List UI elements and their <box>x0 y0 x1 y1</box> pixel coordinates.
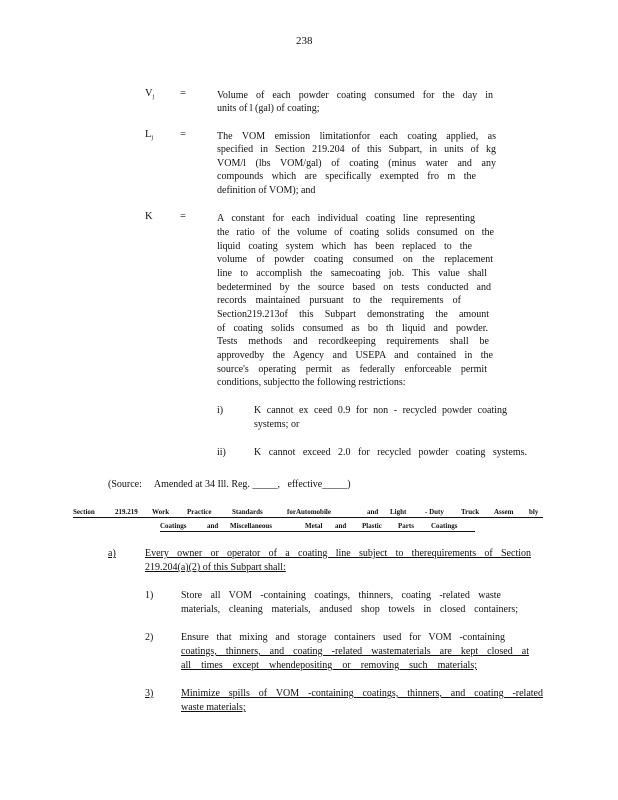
definition-text-line: volume of powder coating consumed on the replacement <box>217 254 493 265</box>
definition-text-line: VOM/l (lbs VOM/gal) of coating (minus water and any <box>217 158 496 169</box>
definition-text-line: source's operating permit as federally enforceable permit <box>217 364 487 375</box>
definition-text-line: Volume of each powder coating consumed for the day in <box>217 90 493 101</box>
heading-word: Practice <box>187 508 212 516</box>
heading-word: Truck <box>461 508 480 516</box>
definition-text-line: of coating solids consumed as bo th liquid and powder. <box>217 323 488 334</box>
definition-text-line: liquid coating system which has been replaced to the <box>217 241 472 252</box>
item-label: 3) <box>145 688 154 699</box>
heading-word: and <box>335 522 347 530</box>
source-prefix: (Source: <box>108 479 142 490</box>
subsection-text-line: 219.204(a)(2) of this Subpart shall: <box>145 562 286 573</box>
heading-word: Section <box>73 508 95 516</box>
definition-text-line: A constant for each individual coating line representing <box>217 213 475 224</box>
restriction-label: ii) <box>217 447 226 458</box>
heading-word: Light <box>390 508 407 516</box>
heading-underline <box>73 517 543 518</box>
source-note <box>108 478 351 492</box>
equals-sign: = <box>180 88 186 99</box>
definition-text-line: bedetermined by the source based on tests conducted and <box>217 282 491 293</box>
heading-word: Plastic <box>362 522 382 530</box>
definition-text-line: Section219.213of this Subpart demonstrating the amount <box>217 309 489 320</box>
definition-symbol-v <box>145 88 154 100</box>
source-blank-close: _____) <box>322 479 351 490</box>
heading-word: Metal <box>305 522 323 530</box>
definition-text-line: the ratio of the volume of coating solids consumed on the <box>217 227 494 238</box>
heading-word: forAutomobile <box>287 508 331 516</box>
heading-word: 219.219 <box>115 508 138 516</box>
heading-word: and <box>207 522 219 530</box>
symbol-text: L <box>145 129 152 140</box>
item-text-line: coatings, thinners, and coating -related wastematerials are kept closed at <box>181 646 529 657</box>
definition-text-line: Tests methods and recordkeeping requirements shall be <box>217 336 489 347</box>
heading-word: Coatings <box>160 522 187 530</box>
heading-word: and <box>367 508 379 516</box>
item-text-line: waste materials; <box>181 702 246 713</box>
definition-text-line: The VOM emission limitationfor each coating applied, as <box>217 131 496 142</box>
heading-word: Coatings <box>431 522 458 530</box>
equals-sign: = <box>180 211 186 222</box>
definition-text-line: units of l (gal) of coating; <box>217 103 320 114</box>
heading-word: Assem <box>494 508 514 516</box>
subsection-text-line: Every owner or operator of a coating line subject to therequirements of Section <box>145 548 531 559</box>
item-text-line: materials, cleaning materials, andused shop towels in closed containers; <box>181 604 518 615</box>
restriction-label: i) <box>217 405 224 416</box>
section-heading-row1 <box>0 508 618 520</box>
item-text-line: Ensure that mixing and storage containers used for VOM -containing <box>181 632 505 643</box>
heading-word: Standards <box>232 508 263 516</box>
heading-underline <box>160 531 475 532</box>
item-text-line: Store all VOM -containing coatings, thinners, coating -related waste <box>181 590 501 601</box>
heading-word: Parts <box>398 522 414 530</box>
source-amended: Amended at 34 Ill. Reg. <box>153 479 250 490</box>
restriction-text-line: systems; or <box>254 419 300 430</box>
definition-text-line: line to accomplish the samecoating job. This value shall <box>217 268 487 279</box>
definition-text-line: specified in Section 219.204 of this Subpart, in units of kg <box>217 144 496 155</box>
restriction-text-line: K cannot ex ceed 0.9 for non - recycled powder coating <box>254 405 507 416</box>
restriction-text-line: K cannot exceed 2.0 for recycled powder coating systems. <box>254 447 527 458</box>
definition-symbol-l <box>145 129 153 141</box>
section-heading-row2 <box>0 522 618 534</box>
equals-sign: = <box>180 129 186 140</box>
definition-text-line: compounds which are specifically exempted fro m the <box>217 171 476 182</box>
item-label: 2) <box>145 632 154 643</box>
source-comma: , <box>277 479 280 490</box>
heading-word: Miscellaneous <box>230 522 272 530</box>
subsection-label: a) <box>108 548 116 559</box>
definition-text-line: definition of VOM); and <box>217 185 316 196</box>
heading-word: Work <box>152 508 170 516</box>
heading-word: bly <box>529 508 539 516</box>
definition-text-line: records maintained pursuant to the requirements of <box>217 295 461 306</box>
page-number: 238 <box>296 35 313 47</box>
source-blank: _____ <box>252 479 278 490</box>
item-label: 1) <box>145 590 154 601</box>
source-effective: effective <box>287 479 323 490</box>
definition-text-line: conditions, subjectto the following restrictions: <box>217 377 406 388</box>
item-text-line: all times except whendepositing or removing such materials; <box>181 660 477 671</box>
symbol-text: V <box>145 88 153 99</box>
heading-word: - Duty <box>425 508 444 516</box>
symbol-subscript: j <box>151 135 154 141</box>
definition-symbol-k: K <box>145 211 153 222</box>
definition-text-line: approvedby the Agency and USEPA and contained in the <box>217 350 493 361</box>
item-text-line: Minimize spills of VOM -containing coatings, thinners, and coating -related <box>181 688 543 699</box>
symbol-subscript: j <box>152 94 155 100</box>
